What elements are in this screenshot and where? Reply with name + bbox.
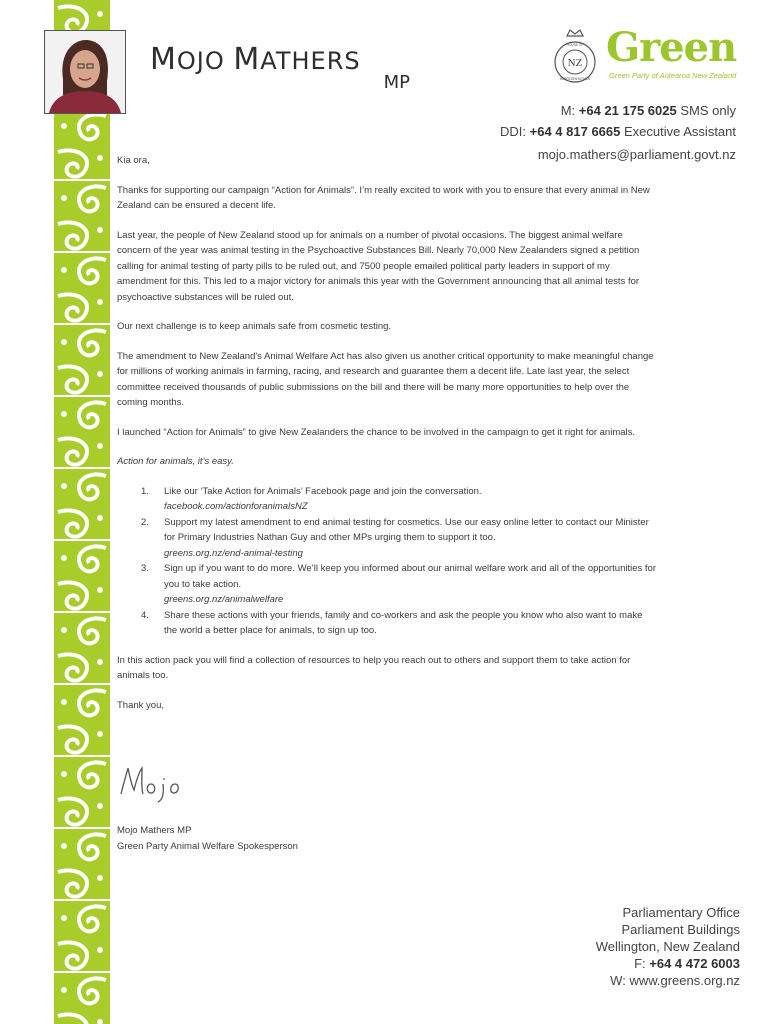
item-number: 3. bbox=[141, 563, 149, 574]
mobile-line bbox=[500, 100, 736, 121]
portrait-photo bbox=[44, 30, 126, 114]
crest-text-top: HOUSE OF bbox=[566, 43, 584, 47]
name-part: OJO bbox=[176, 47, 234, 75]
mobile-label: M: bbox=[560, 103, 576, 118]
list-item bbox=[117, 484, 657, 515]
name-initial: M bbox=[150, 42, 177, 77]
fax-label: F: bbox=[634, 956, 646, 971]
fax-line bbox=[596, 955, 740, 972]
office-address bbox=[596, 904, 740, 989]
signature bbox=[118, 760, 188, 804]
item-link[interactable]: greens.org.nz/animalwelfare bbox=[164, 594, 284, 605]
party-word: Green bbox=[606, 24, 737, 71]
signer-title: Green Party Animal Welfare Spokesperson bbox=[117, 841, 298, 852]
parliament-crest-icon bbox=[552, 28, 598, 88]
paragraph: Our next challenge is to keep animals safe from cosmetic testing. bbox=[117, 321, 392, 332]
ddi-line bbox=[500, 121, 736, 142]
mp-name-block bbox=[150, 42, 410, 92]
greeting: Kia ora, bbox=[117, 155, 150, 166]
item-number: 2. bbox=[141, 516, 149, 528]
web-line bbox=[596, 972, 740, 989]
letter-body bbox=[117, 153, 657, 727]
koru-pattern bbox=[54, 0, 110, 1024]
ddi-number: +64 4 817 6665 bbox=[529, 124, 621, 139]
list-item bbox=[117, 561, 657, 608]
office-line: Parliament Buildings bbox=[621, 922, 740, 937]
party-tagline: Green Party of Aotearoa New Zealand bbox=[609, 71, 737, 80]
tagline: Action for animals, it’s easy. bbox=[117, 456, 234, 467]
office-line: Parliamentary Office bbox=[622, 905, 740, 920]
item-number: 4. bbox=[141, 609, 149, 621]
list-item bbox=[117, 515, 657, 562]
signer-name: Mojo Mathers MP bbox=[117, 825, 192, 836]
mobile-note: SMS only bbox=[680, 103, 736, 118]
signoff bbox=[117, 823, 298, 855]
name-initial: M bbox=[233, 42, 261, 77]
name-part: ATHERS bbox=[260, 47, 361, 75]
item-text: Share these actions with your friends, family and co-workers and ask the people you know who also want to make the world a better place for animals, to sign up too. bbox=[164, 609, 643, 636]
item-link[interactable]: facebook.com/actionforanimalsNZ bbox=[164, 501, 308, 512]
closing: Thank you, bbox=[117, 699, 164, 711]
green-party-logo bbox=[606, 24, 741, 85]
paragraph: Last year, the people of New Zealand stood up for animals on a number of pivotal occasions. The biggest animal welfare concern of the year was animal testing in the Psychoactive Substances Bill. Nearly 70,000 New Zealanders signed a petition calling for animal testing of party pills to be ruled out, and 7500 people emailed political party leaders in support of my amendment for this. This led to a major victory for animals this year with the Government announcing that all animal tests for psychoactive substances will be ruled out. bbox=[117, 229, 640, 303]
mp-suffix: MP bbox=[383, 72, 410, 93]
item-text: Sign up if you want to do more. We’ll keep you informed about our animal welfare work and all of the opportunities for you to take action. bbox=[164, 563, 656, 590]
mp-name bbox=[150, 42, 361, 77]
web-label: W: bbox=[610, 973, 626, 988]
crest-code: NZ bbox=[567, 57, 583, 69]
item-number: 1. bbox=[141, 485, 149, 497]
crest-text-bottom: REPRESENTATIVES bbox=[559, 77, 591, 81]
mobile-number: +64 21 175 6025 bbox=[578, 103, 677, 118]
office-line: Wellington, New Zealand bbox=[595, 939, 740, 954]
paragraph: Thanks for supporting our campaign “Action for Animals”. I’m really excited to work with you to ensure that every animal in New Zealand can be ensured a decent life. bbox=[117, 184, 650, 211]
paragraph: The amendment to New Zealand's Animal Welfare Act has also given us another critical opportunity to make meaningful change for millions of working animals in farming, racing, and research and guarantee them a decent life. Late last year, the select committee received thousands of public submissions on the bill and there will be many more opportunities to help over the coming months. bbox=[117, 350, 654, 408]
fax-number: +64 4 472 6003 bbox=[649, 956, 740, 971]
paragraph: I launched “Action for Animals” to give New Zealanders the chance to be involved in the campaign to get it right for animals. bbox=[117, 426, 636, 438]
koru-border bbox=[54, 0, 110, 1024]
list-item bbox=[117, 608, 657, 639]
ddi-note: Executive Assistant bbox=[624, 124, 736, 139]
paragraph: In this action pack you will find a collection of resources to help you reach out to others and support them to take action for animals too. bbox=[117, 654, 631, 681]
item-link[interactable]: greens.org.nz/end-animal-testing bbox=[164, 547, 303, 559]
item-text: Support my latest amendment to end animal testing for cosmetics. Use our easy online letter to contact our Minister for Primary Industries Nathan Guy and other MPs urging them to support it too. bbox=[164, 516, 649, 543]
email-link[interactable]: mojo.mathers@parliament.govt.nz bbox=[537, 147, 736, 162]
ddi-label: DDI: bbox=[500, 124, 527, 139]
web-link[interactable]: www.greens.org.nz bbox=[629, 973, 740, 988]
action-list bbox=[117, 484, 657, 639]
item-text: Like our ‘Take Action for Animals’ Facebook page and join the conversation. bbox=[164, 485, 482, 497]
